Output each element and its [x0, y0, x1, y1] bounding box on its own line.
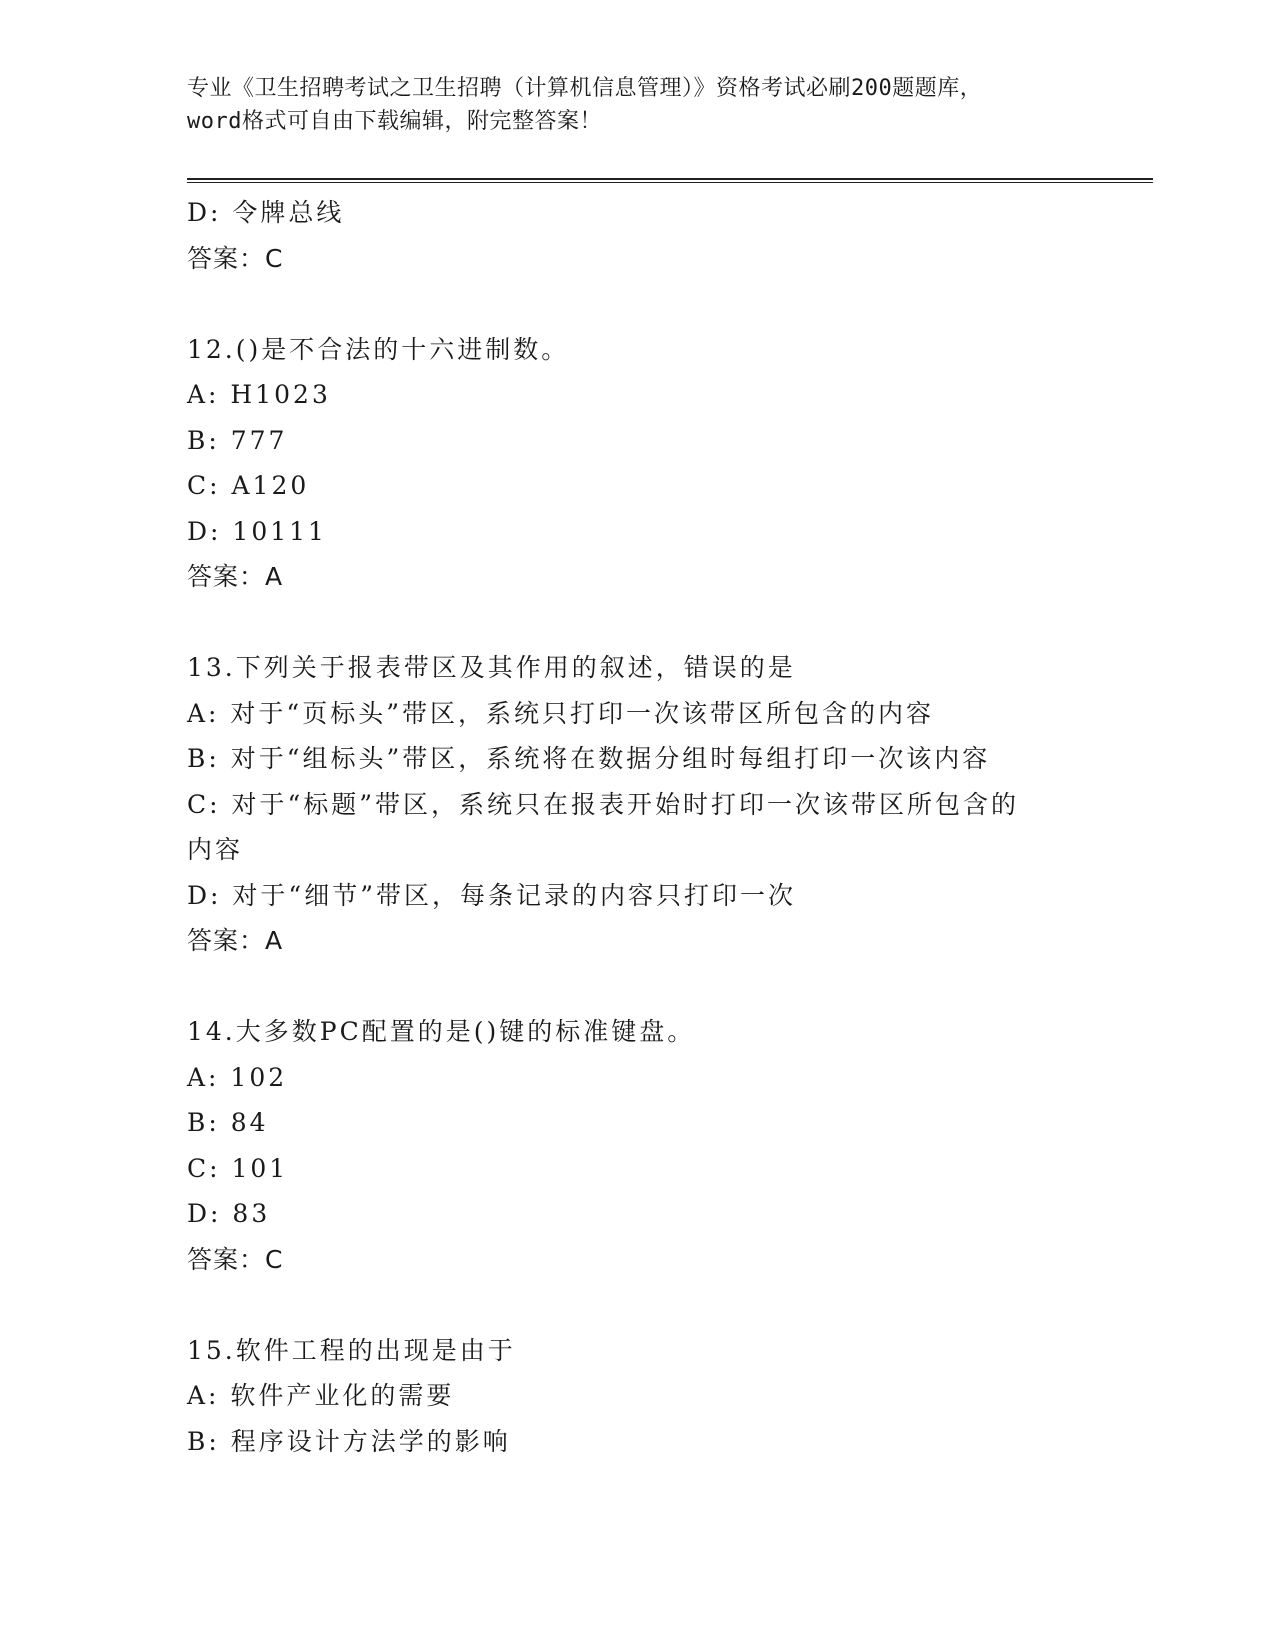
option-a: A: H1023 — [187, 380, 331, 409]
document-header — [187, 72, 1087, 138]
option-b: B: 777 — [187, 425, 288, 455]
option-d: D: 83 — [187, 1199, 271, 1228]
option-c: C: 101 — [187, 1153, 289, 1183]
option-b: B: 84 — [187, 1108, 269, 1137]
option-a: A: 对于“页标头”带区，系统只打印一次该带区所包含的内容 — [187, 698, 934, 728]
option-b: B: 程序设计方法学的影响 — [187, 1426, 511, 1456]
question-14 — [187, 1009, 1087, 1282]
option-c: C: A120 — [187, 471, 310, 500]
option-d: D: 10111 — [187, 516, 327, 546]
option-d: D: 令牌总线 — [187, 198, 345, 227]
question-stem: 12.()是不合法的十六进制数。 — [187, 334, 570, 364]
question-12 — [187, 327, 1087, 600]
question-stem: 13.下列关于报表带区及其作用的叙述，错误的是 — [187, 653, 796, 682]
header-line-2: word格式可自由下载编辑，附完整答案！ — [187, 109, 602, 134]
option-b: B: 对于“组标头”带区，系统将在数据分组时每组打印一次该内容 — [187, 744, 991, 773]
option-d: D: 对于“细节”带区，每条记录的内容只打印一次 — [187, 880, 796, 910]
header-divider — [187, 178, 1153, 183]
question-13 — [187, 645, 1087, 964]
question-stem: 14.大多数PC配置的是()键的标准键盘。 — [187, 1017, 696, 1046]
answer-line: 答案：A — [187, 926, 284, 955]
option-a: A: 102 — [187, 1062, 288, 1092]
header-line-1: 专业《卫生招聘考试之卫生招聘（计算机信息管理）》资格考试必刷200题题库， — [187, 76, 983, 101]
question-15 — [187, 1328, 1087, 1465]
option-c-continued: 内容 — [187, 835, 244, 864]
answer-line: 答案：A — [187, 562, 284, 591]
option-c: C: 对于“标题”带区，系统只在报表开始时打印一次该带区所包含的 — [187, 789, 1020, 819]
question-stem: 15.软件工程的出现是由于 — [187, 1335, 516, 1365]
question-11-tail — [187, 190, 1087, 281]
answer-line: 答案：C — [187, 243, 284, 273]
answer-line: 答案：C — [187, 1244, 284, 1274]
question-list — [187, 190, 1087, 1464]
option-a: A: 软件产业化的需要 — [187, 1381, 455, 1410]
